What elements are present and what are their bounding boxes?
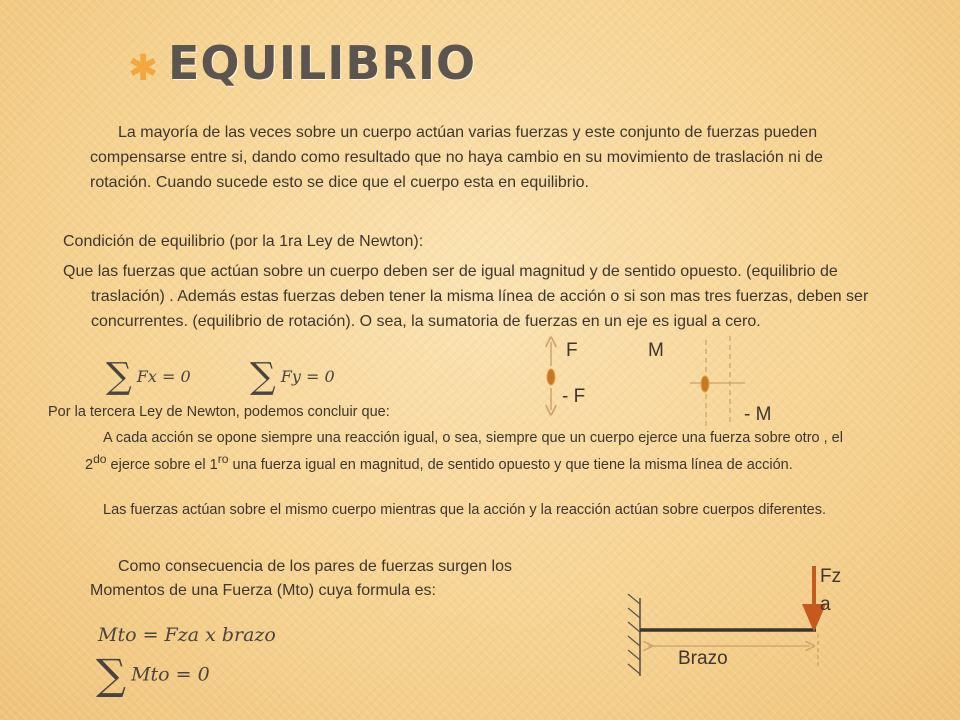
sum-fy-expression: Fy = 0 [280,367,335,386]
label-neg-f: - F [562,386,586,407]
label-brazo: Brazo [678,648,728,669]
title-bullet-star-icon: ✱ [128,47,159,88]
sigma-symbol: ∑ [106,356,132,397]
slide-title: EQUILIBRIO [168,36,477,90]
sigma-symbol: ∑ [96,650,126,699]
third-law-intro: Por la tercera Ley de Newton, podemos concluir que: [48,404,390,420]
forces-different-bodies-text: Las fuerzas actúan sobre el mismo cuerpo mientras que la acción y la reacción actúan sobre cuerpos diferentes. [103,502,826,518]
superscript-do: do [93,452,107,466]
label-fza-line1: Fz [820,566,842,587]
moment-formula: Mto = Fza x brazo [98,624,276,646]
moments-text: Como consecuencia de los pares de fuerzas surgen los Momentos de una Fuerza (Mto) cuya formula es: [90,558,512,599]
action-reaction-text-c: una fuerza igual en magnitud, de sentido opuesto y que tiene la misma línea de acción. [228,456,793,473]
body-dot [547,369,555,385]
label-neg-m: - M [744,404,772,425]
label-m: M [648,340,664,361]
opposite-forces-diagram [547,342,555,410]
sum-fx-expression: Fx = 0 [136,367,191,386]
sum-moment-expression: Mto = 0 [131,663,210,686]
action-reaction-text-a: A cada acción se opone siempre una reacción igual, o sea, siempre que un cuerpo ejerce una fuerza sobre otro , el 2 [85,430,843,473]
equilibrium-condition-text: Que las fuerzas que actúan sobre un cuerpo deben ser de igual magnitud y de sentido opuesto. (equilibrio de traslación) . Además estas fuerzas deben tener la misma línea de acción o si son mas tres fuerzas, deben ser concurrentes. (equilibrio de rotación). O sea, la sumatoria de fuerzas en un eje es igual a cero. [63,263,869,330]
action-reaction-text-b: ejerce sobre el 1 [106,456,218,473]
wall-hatch [628,594,640,674]
moment-body-dot [701,376,709,392]
superscript-ro: ro [217,452,229,466]
equilibrium-condition-heading: Condición de equilibrio (por la 1ra Ley de Newton): [63,233,424,250]
intro-paragraph: La mayoría de las veces sobre un cuerpo actúan varias fuerzas y este conjunto de fuerzas pueden compensarse entre si, dando como resultado que no haya cambio en su movimiento de traslación ni de rotación. Cuando sucede esto se dice que el cuerpo esta en equilibrio. [90,124,823,191]
label-fza-line2: a [820,594,831,615]
label-f: F [566,340,578,361]
sigma-symbol: ∑ [250,356,276,397]
opposite-moments-diagram [690,336,745,428]
